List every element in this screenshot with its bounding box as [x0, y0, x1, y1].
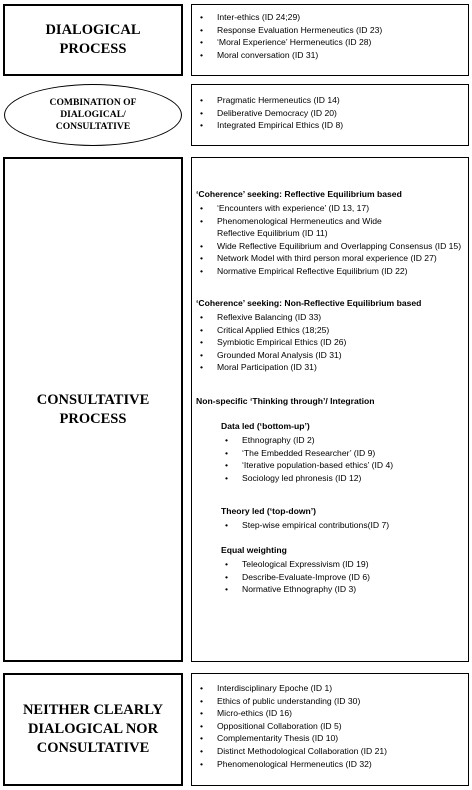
equal-heading: Equal weighting: [221, 545, 287, 555]
list-item: • Wide Reflective Equilibrium and Overlapping Consensus (ID 15): [200, 240, 462, 251]
consultative-process-box: [3, 157, 183, 662]
nonre-heading: ‘Coherence’ seeking: Non-Reflective Equilibrium based: [196, 298, 422, 308]
re-heading: ‘Coherence’ seeking: Reflective Equilibrium based: [196, 189, 402, 199]
list-item: • ‘The Embedded Researcher’ (ID 9): [225, 447, 376, 458]
list-item: • Ethics of public understanding (ID 30): [200, 695, 361, 706]
list-item: • ‘Moral Experience’ Hermeneutics (ID 28): [200, 37, 372, 48]
list-item: • Ethnography (ID 2): [225, 435, 315, 445]
list-item: • Phenomenological Hermeneutics and Wide: [200, 215, 382, 226]
list-item: • Network Model with third person moral experience (ID 27): [200, 253, 437, 264]
neither-list: [196, 682, 387, 770]
neither-box: [3, 673, 183, 786]
re-list: [196, 202, 461, 278]
nonre-list: [196, 311, 346, 374]
list-item: • Teleological Expressivism (ID 19): [225, 559, 369, 569]
list-item: • Describe-Evaluate-Improve (ID 6): [225, 571, 370, 582]
theory-led-list: [221, 519, 389, 532]
list-item: • Interdisciplinary Epoche (ID 1): [200, 683, 333, 693]
data-led-list: [221, 434, 393, 484]
list-item: • ‘Encounters with experience’ (ID 13, 17): [200, 203, 370, 213]
list-item: Reflective Equilibrium (ID 11): [217, 228, 328, 239]
list-item: • ‘Iterative population-based ethics’ (ID 4): [225, 460, 394, 471]
list-item: • Step-wise empirical contributions(ID 7): [225, 520, 390, 530]
list-item: • Distinct Methodological Collaboration (ID 21): [200, 745, 388, 756]
list-item: • Moral conversation (ID 31): [200, 49, 319, 60]
list-item: • Normative Ethnography (ID 3): [225, 584, 357, 595]
data-led-heading: Data led (‘bottom-up’): [221, 421, 310, 431]
list-item: • Phenomenological Hermeneutics (ID 32): [200, 758, 372, 769]
dialogical-process-box: [3, 4, 183, 76]
consultative-process-label: CONSULTATIVE PROCESS: [36, 391, 150, 427]
list-item: • Grounded Moral Analysis (ID 31): [200, 349, 342, 360]
list-item: • Pragmatic Hermeneutics (ID 14): [200, 95, 340, 105]
list-item: • Response Evaluation Hermeneutics (ID 23): [200, 24, 383, 35]
theory-led-heading: Theory led (‘top-down’): [221, 506, 316, 516]
combination-list: [196, 94, 343, 132]
list-item: • Sociology led phronesis (ID 12): [225, 472, 362, 483]
nonspecific-heading: Non-specific ‘Thinking through’/ Integration: [196, 396, 375, 406]
dialogical-process-label: DIALOGICAL PROCESS: [45, 22, 141, 57]
list-item: • Integrated Empirical Ethics (ID 8): [200, 120, 344, 131]
combination-label: COMBINATION OF DIALOGICAL/ CONSULTATIVE: [49, 97, 137, 132]
list-item: • Reflexive Balancing (ID 33): [200, 312, 322, 322]
list-item: • Normative Empirical Reflective Equilibrium (ID 22): [200, 265, 408, 276]
dialogical-list: [196, 11, 382, 61]
list-item: • Critical Applied Ethics (18;25): [200, 324, 330, 335]
list-item: • Complementarity Thesis (ID 10): [200, 733, 339, 744]
list-item: • Inter-ethics (ID 24;29): [200, 12, 301, 22]
neither-label: NEITHER CLEARLY DIALOGICAL NOR CONSULTATIVE: [22, 702, 164, 756]
combination-oval: [4, 84, 182, 146]
list-item: • Deliberative Democracy (ID 20): [200, 107, 337, 118]
equal-list: [221, 558, 370, 596]
list-item: • Oppositional Collaboration (ID 5): [200, 720, 342, 731]
list-item: • Symbiotic Empirical Ethics (ID 26): [200, 337, 347, 348]
list-item: • Moral Participation (ID 31): [200, 362, 317, 373]
list-item: • Micro-ethics (ID 16): [200, 708, 292, 719]
